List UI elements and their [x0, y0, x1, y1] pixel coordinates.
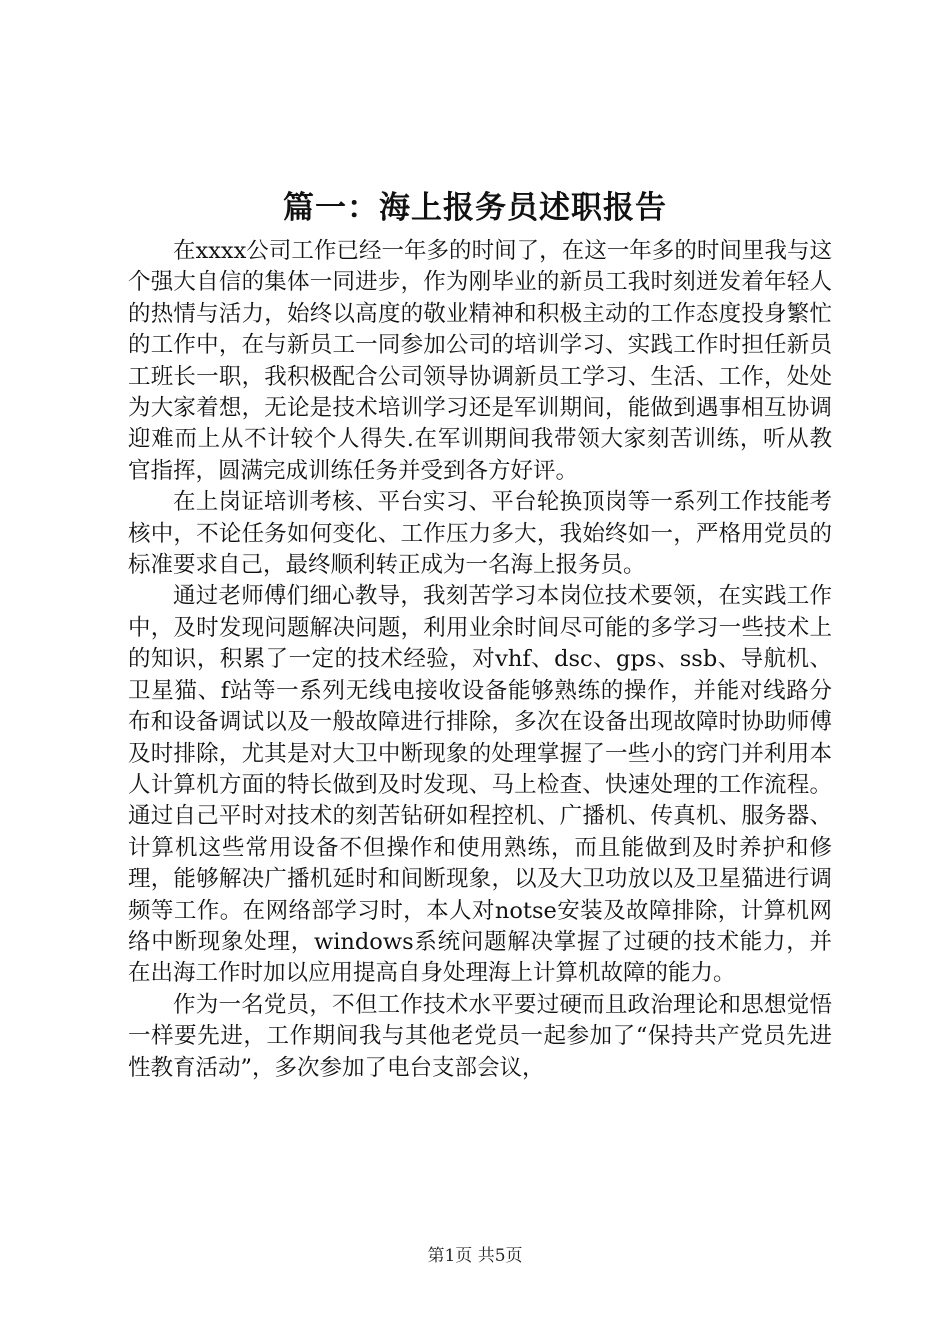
- document-title: 篇一：海上报务员述职报告: [283, 190, 667, 226]
- paragraph-1: 在xxxx公司工作已经一年多的时间了，在这一年多的时间里我与这个强大自信的集体一同进步，作为刚毕业的新员工我时刻迸发着年轻人的热情与活力，始终以高度的敬业精神和积极主动的工作态度投身繁忙的工作中，在与新员工一同参加公司的培训学习、实践工作时担任新员工班长一职，我积极配合公司领导协调新员工学习、生活、工作，处处为大家着想，无论是技术培训学习还是军训期间，能做到遇事相互协调迎难而上从不计较个人得失.在军训期间我带领大家刻苦训练，听从教官指挥，圆满完成训练任务并受到各方好评。: [128, 238, 832, 484]
- document-body: [128, 236, 832, 1084]
- paragraph-4: 作为一名党员，不但工作技术水平要过硬而且政治理论和思想觉悟一样要先进，工作期间我与其他老党员一起参加了“保持共产党员先进性教育活动”，多次参加了电台支部会议，: [128, 991, 832, 1081]
- paragraph-3: 通过老师傅们细心教导，我刻苦学习本岗位技术要领，在实践工作中，及时发现问题解决问题，利用业余时间尽可能的多学习一些技术上的知识，积累了一定的技术经验，对vhf、dsc、gps、ssb、导航机、卫星猫、f站等一系列无线电接收设备能够熟练的操作，并能对线路分布和设备调试以及一般故障进行排除，多次在设备出现故障时协助师傅及时排除，尤其是对大卫中断现象的处理掌握了一些小的窍门并利用本人计算机方面的特长做到及时发现、马上检查、快速处理的工作流程。通过自己平时对技术的刻苦钻研如程控机、广播机、传真机、服务器、计算机这些常用设备不但操作和使用熟练，而且能做到及时养护和修理，能够解决广播机延时和间断现象，以及大卫功放以及卫星猫进行调频等工作。在网络部学习时，本人对notse安装及故障排除，计算机网络中断现象处理，windows系统问题解决掌握了过硬的技术能力，并在出海工作时加以应用提高自身处理海上计算机故障的能力。: [128, 583, 832, 987]
- paragraph-2: 在上岗证培训考核、平台实习、平台轮换顶岗等一系列工作技能考核中，不论任务如何变化、工作压力多大，我始终如一，严格用党员的标准要求自己，最终顺利转正成为一名海上报务员。: [128, 489, 832, 579]
- page-footer: [0, 1244, 950, 1268]
- page-indicator: 第1页 共5页: [427, 1246, 523, 1266]
